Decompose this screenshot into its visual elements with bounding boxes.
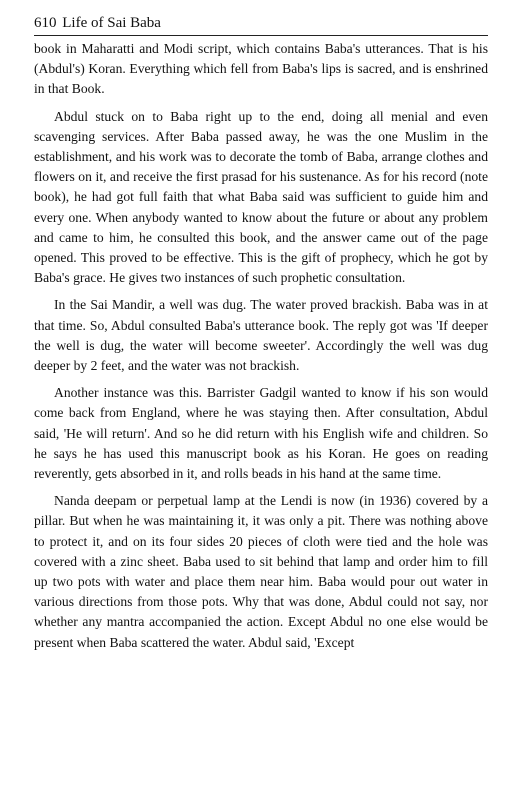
paragraph-continued: book in Maharatti and Modi script, which contains Baba's utterances. That is his (Abdul's) Koran. Everything which fell from Baba's lips is sacred, and is enshrined in that Book. — [34, 41, 488, 97]
running-title: Life of Sai Baba — [62, 15, 161, 31]
page-number: 610 — [34, 15, 57, 31]
page-body — [34, 39, 488, 653]
paragraph: Abdul stuck on to Baba right up to the end, doing all menial and even scavenging services. After Baba passed away, he was the one Muslim in the establishment, and his work was to decorate the tomb of Baba, arrange clothes and flowers on it, and receive the first prasad for his sustenance. As for his record (note book), he had got full faith that what Baba said was sufficient to guide him and every one. When anybody wanted to know about the future or about any problem and came to him, he consulted this book, and the answer came out of the page opened. This proved to be effective. This is the gift of prophecy, which he got by Baba's grace. He gives two instances of such prophetic consultation. — [34, 108, 488, 286]
paragraph: Another instance was this. Barrister Gadgil wanted to know if his son would come back from England, where he was staying then. After consultation, Abdul said, 'He will return'. And so he did return with his English wife and children. So he says he has used this manuscript book as his Koran. He goes on reading reverently, gets absorbed in it, and rolls beads in his hand at the same time. — [34, 385, 488, 482]
paragraph: In the Sai Mandir, a well was dug. The water proved brackish. Baba was in at that time. So, Abdul consulted Baba's utterance book. The reply got was 'If deeper the well is dug, the water will become sweeter'. Accordingly the well was dug deeper by 2 feet, and the water was not brackish. — [34, 297, 488, 374]
paragraph: Nanda deepam or perpetual lamp at the Lendi is now (in 1936) covered by a pillar. But when he was maintaining it, it was only a pit. There was nothing above to protect it, and on its four sides 20 pieces of cloth were tied and the hole was covered with a zinc sheet. Baba used to sit behind that lamp and order him to fill up two pots with water and place them near him. Baba would pour out water in various directions from those pots. Why that was done, Abdul could not say, nor whether any mantra accompanied the action. Except Abdul no one else would be present when Baba scattered the water. Abdul said, 'Except — [34, 493, 488, 650]
running-header — [34, 14, 488, 36]
